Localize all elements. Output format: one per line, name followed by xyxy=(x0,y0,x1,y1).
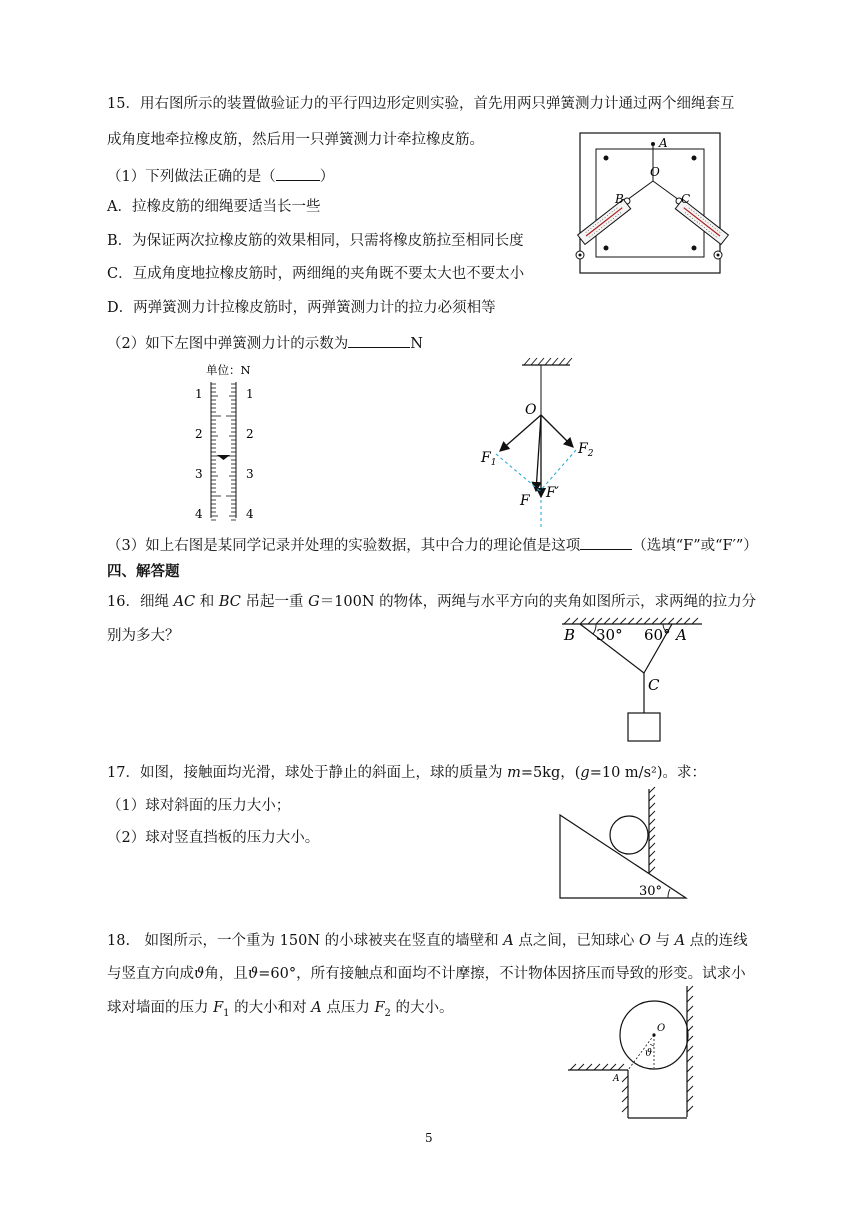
q15-force-diagram xyxy=(470,355,610,535)
q15-part1-suffix: ） xyxy=(319,169,335,185)
force-label-f2: $F_2$ xyxy=(578,441,594,459)
q17-figure xyxy=(556,785,692,903)
label-b: B xyxy=(615,192,624,206)
right-tick-1: 1 xyxy=(246,387,254,401)
scale-ticks xyxy=(211,384,236,520)
q15-option-d: D．两弹簧测力计拉橡皮筋时，两弹簧测力计的拉力必须相等 xyxy=(107,300,496,316)
section-title: 四、解答题 xyxy=(107,563,180,580)
force-label-o: O xyxy=(525,402,537,418)
right-tick-3: 3 xyxy=(246,467,254,481)
q17-line1: 17．如图，接触面均光滑，球处于静止的斜面上，球的质量为 m=5kg，(g=10 m/s²)。求： xyxy=(107,765,706,781)
q18-line3: 球对墙面的压力 $F_1$ 的大小和对 A 点压力 $F_2$ 的大小。 xyxy=(107,1000,454,1019)
answer-blank xyxy=(348,331,410,348)
q16-line2: 别为多大？ xyxy=(107,628,180,644)
q18-line1: 18. 如图所示，一个重为 150N 的小球被夹在竖直的墙壁和 A 点之间，已知球心 O 与 A 点的连线 xyxy=(107,933,748,949)
right-tick-2: 2 xyxy=(246,427,254,441)
q15-part2-suffix: N xyxy=(410,336,423,352)
q16-label-c: C xyxy=(648,676,660,694)
left-tick-3: 3 xyxy=(195,467,203,481)
q15-part3-prefix: （3）如上右图是某同学记录并处理的实验数据，其中合力的理论值是这项 xyxy=(107,538,581,554)
q18-label-o: O xyxy=(657,1023,666,1034)
q17-part1: （1）球对斜面的压力大小； xyxy=(107,798,291,814)
q17-angle: 30° xyxy=(639,884,663,899)
answer-blank xyxy=(580,533,632,550)
page-number: 5 xyxy=(425,1131,433,1145)
force-label-f1: $F_1$ xyxy=(481,450,497,468)
q15-part1 xyxy=(107,164,334,187)
q15-part1-prefix: （1）下列做法正确的是（ xyxy=(107,169,276,185)
q18-label-theta: ϑ xyxy=(645,1048,653,1059)
force-label-f: F xyxy=(520,493,530,509)
q16-angle-a: 60° xyxy=(644,626,671,644)
q18-label-a: A xyxy=(613,1074,620,1084)
q15-stem-line2: 成角度地牵拉橡皮筋，然后用一只弹簧测力计牵拉橡皮筋。 xyxy=(107,132,484,148)
left-tick-4: 4 xyxy=(195,507,203,521)
label-c: C xyxy=(681,192,691,206)
label-a: A xyxy=(659,136,668,150)
q15-option-b: B．为保证两次拉橡皮筋的效果相同，只需将橡皮筋拉至相同长度 xyxy=(107,233,524,249)
q16-label-b: B xyxy=(564,626,576,644)
q15-apparatus-figure xyxy=(570,128,730,278)
q17-part2: （2）球对竖直挡板的压力大小。 xyxy=(107,830,320,846)
q15-stem-line1: 15．用右图所示的装置做验证力的平行四边形定则实验，首先用两只弹簧测力计通过两个细绳套互 xyxy=(107,96,735,112)
answer-blank xyxy=(276,164,320,181)
q15-option-c: C．互成角度地拉橡皮筋时，两细绳的夹角既不要太大也不要太小 xyxy=(107,266,525,282)
q15-part2 xyxy=(107,331,423,354)
q16-label-a: A xyxy=(676,626,687,644)
q15-scale-figure xyxy=(190,358,270,523)
q16-line1: 16．细绳 AC 和 BC 吊起一重 G＝100N 的物体，两绳与水平方向的夹角如图所示，求两绳的拉力分 xyxy=(107,594,757,610)
q16-figure xyxy=(560,618,705,746)
q15-part3-suffix: （选填“F”或“F′”） xyxy=(632,538,758,554)
q16-angle-b: 30° xyxy=(596,626,623,644)
label-o: O xyxy=(650,165,660,179)
force-label-fprime: F′ xyxy=(546,485,559,501)
q15-part2-prefix: （2）如下左图中弹簧测力计的示数为 xyxy=(107,336,349,352)
scale-unit-label: 单位：N xyxy=(206,363,251,377)
left-tick-1: 1 xyxy=(195,387,203,401)
q15-option-a: A．拉橡皮筋的细绳要适当长一些 xyxy=(107,199,321,215)
scale-pointer xyxy=(217,455,230,460)
left-tick-2: 2 xyxy=(195,427,203,441)
q15-part3 xyxy=(107,533,758,556)
q18-figure xyxy=(566,984,700,1124)
right-tick-4: 4 xyxy=(246,507,254,521)
q18-line2: 与竖直方向成ϑ角，且ϑ=60°，所有接触点和面均不计摩擦，不计物体因挤压而导致的形变。试求小 xyxy=(107,966,746,982)
